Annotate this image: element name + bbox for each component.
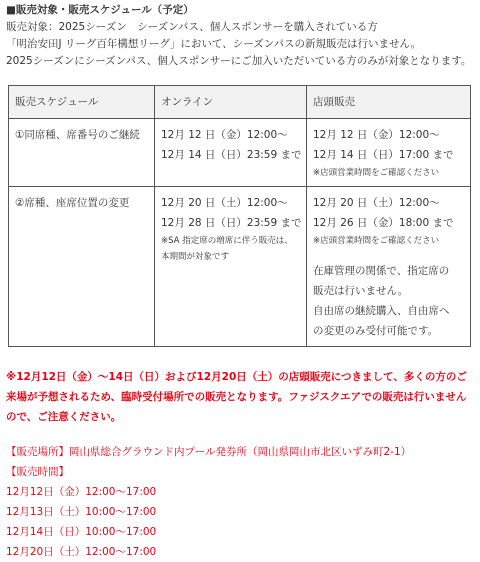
venue-time-heading: 【販売時間】	[6, 466, 69, 478]
header-online: オンライン	[155, 86, 307, 119]
venue-time: 12月20日（土）12:00～17:00	[6, 546, 157, 558]
notice-text: 意ください。	[58, 411, 122, 423]
online-cell	[155, 187, 307, 347]
row-label: ①同席種、席番号のご継続	[9, 119, 155, 187]
online-end: 12月 28 日（日）23:59 まで	[161, 217, 302, 229]
header-schedule: 販売スケジュール	[9, 86, 155, 119]
online-note: 本期間が対象です	[161, 252, 230, 262]
notice-text: 予想されるため、臨時受付場所での販売となります。ファジスクエアでの販売は行いませんので、ご注	[6, 391, 467, 423]
online-start: 12月 20 日（土）12:00～	[161, 197, 288, 209]
table-header-row	[9, 86, 471, 119]
intro-block	[6, 19, 474, 70]
table-row	[9, 119, 471, 187]
section-heading: ■販売対象・販売スケジュール（予定）	[6, 4, 194, 16]
store-extra-note: 自由席の継続購入、自由席へ	[313, 305, 450, 317]
notice-block	[6, 367, 474, 427]
online-cell	[155, 119, 307, 187]
intro-line: 2025シーズンにシーズンパス、個人スポンサーにご加入いただいている方のみが対象となります。	[6, 55, 472, 67]
store-end: 12月 14 日（日）17:00 まで	[313, 149, 454, 161]
intro-line: 販売対象：2025シーズン シーズンパス、個人スポンサーを購入されている方	[6, 21, 378, 33]
store-end: 12月 26 日（金）18:00 まで	[313, 217, 454, 229]
online-start: 12月 12 日（金）12:00～	[161, 129, 288, 141]
store-extra-note: 在庫管理の関係で、指定席の	[313, 265, 450, 277]
online-note: ※SA 指定席の増席に伴う販売は、	[161, 236, 293, 246]
row-label: ②席種、座席位置の変更	[9, 187, 155, 347]
store-hours-note: ※店頭営業時間をご確認ください	[313, 168, 440, 178]
venue-place: 【販売場所】岡山県総合グラウンド内プール発券所（岡山県岡山市北区いずみ町2-1）	[6, 446, 412, 458]
header-store: 店頭販売	[307, 86, 471, 119]
store-extra-note: の変更のみ受付可能です。	[313, 325, 439, 337]
store-start: 12月 20 日（土）12:00～	[313, 197, 440, 209]
intro-line: 「明治安田J リーグ百年構想リーグ」において、シーズンパスの新規販売は行いません。	[6, 38, 422, 50]
venue-time: 12月14日（日）10:00～17:00	[6, 526, 157, 538]
store-extra-note: 販売は行いません。	[313, 285, 409, 297]
venue-time: 12月12日（金）12:00～17:00	[6, 486, 157, 498]
notice-text: ※12月12日（金）～14日（日）および12月20日（土）の店頭販売につきまして、多くの方のご来場が	[6, 371, 467, 403]
venue-time: 12月13日（土）10:00～17:00	[6, 506, 157, 518]
online-end: 12月 14 日（日）23:59 まで	[161, 149, 302, 161]
store-cell	[307, 119, 471, 187]
table-row	[9, 187, 471, 347]
schedule-table	[8, 85, 471, 347]
store-hours-note: ※店頭営業時間をご確認ください	[313, 236, 440, 246]
store-cell	[307, 187, 471, 347]
venue-block	[6, 442, 474, 562]
store-start: 12月 12 日（金）12:00～	[313, 129, 440, 141]
